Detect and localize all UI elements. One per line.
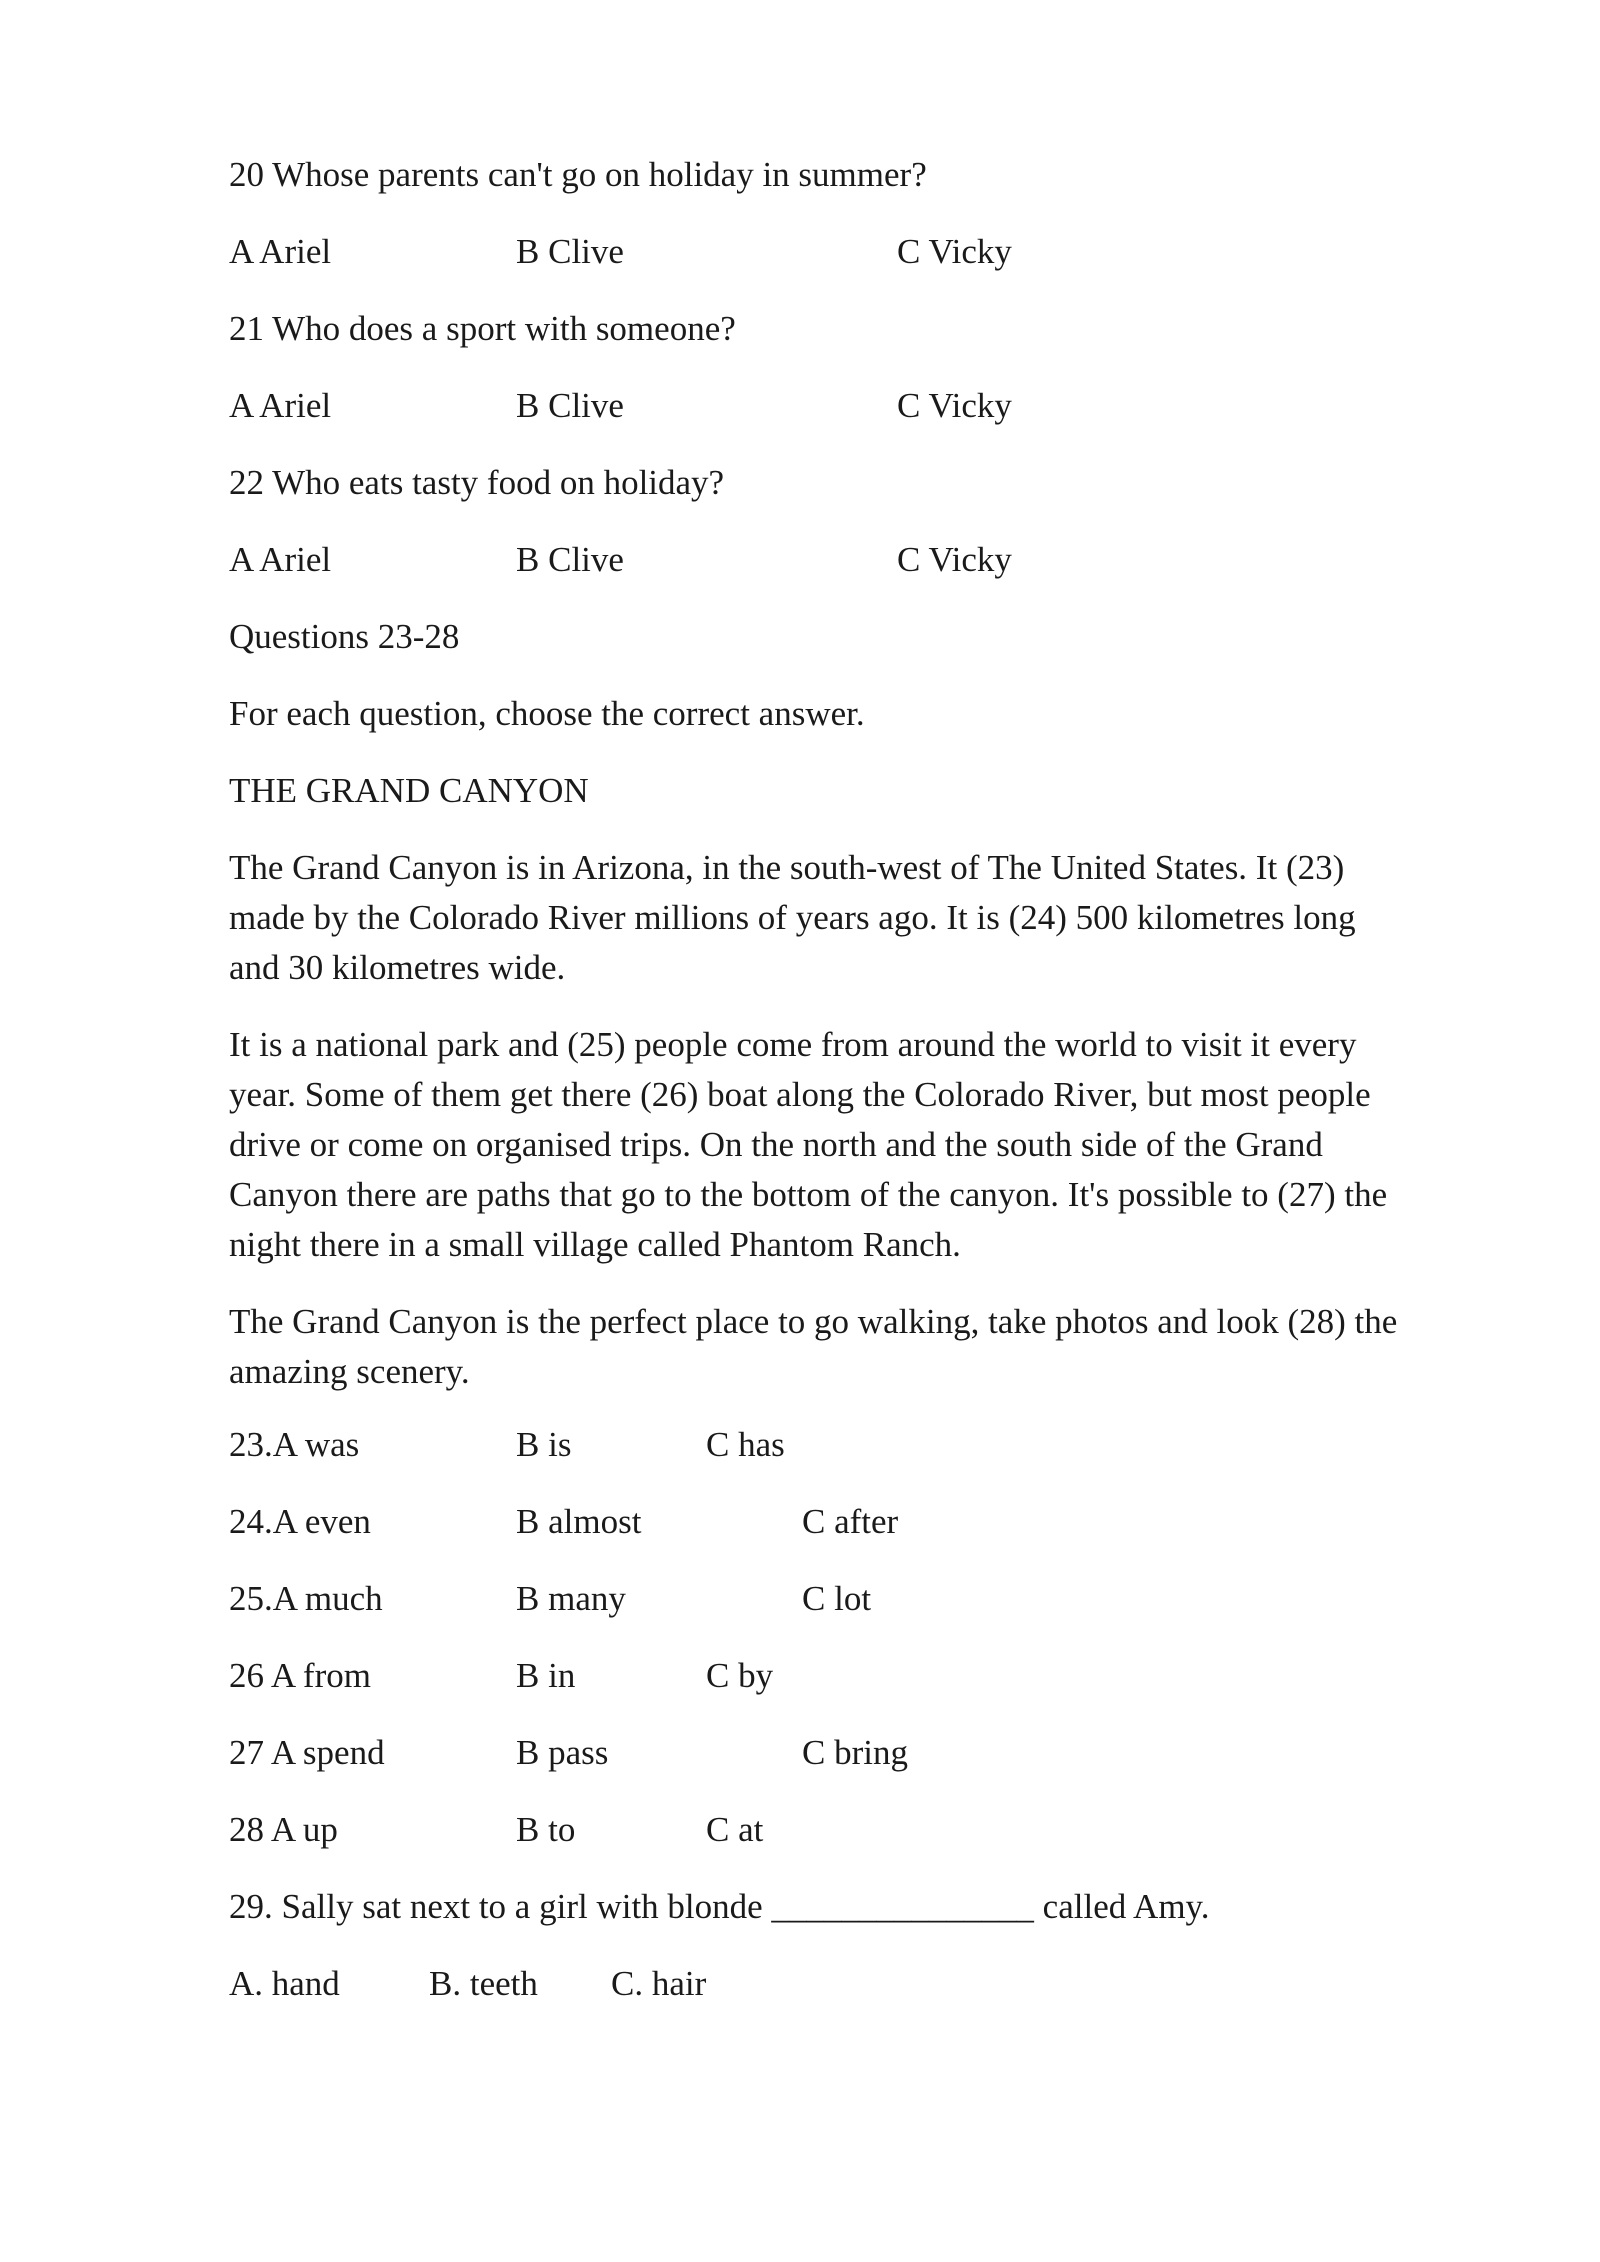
answer-27-option-b: B pass [516, 1733, 609, 1772]
passage-paragraph-2 [229, 1020, 1529, 1270]
q20-option-c: C Vicky [897, 232, 1012, 271]
passage-line: drive or come on organised trips. On the north and the south side of the Grand [229, 1125, 1323, 1164]
question-22: 22 Who eats tasty food on holiday? [229, 463, 725, 502]
answer-25-option-c: C lot [802, 1579, 872, 1618]
q20-option-b: B Clive [516, 232, 624, 271]
q22-option-a: A Ariel [229, 540, 332, 579]
q20-option-a: A Ariel [229, 232, 332, 271]
passage-title: THE GRAND CANYON [229, 771, 589, 810]
answer-26-option-b: B in [516, 1656, 576, 1695]
answer-26-option-a: 26 A from [229, 1656, 371, 1695]
answer-24-option-c: C after [802, 1502, 899, 1541]
q22-option-c: C Vicky [897, 540, 1012, 579]
passage-line: night there in a small village called Phantom Ranch. [229, 1225, 961, 1264]
passage-line: It is a national park and (25) people come from around the world to visit it every [229, 1025, 1357, 1064]
question-29: 29. Sally sat next to a girl with blonde _______________ called Amy. [229, 1887, 1210, 1926]
answer-24-option-b: B almost [516, 1502, 642, 1541]
passage-line: amazing scenery. [229, 1352, 470, 1391]
q29-option-b: B. teeth [429, 1964, 538, 2003]
section-instruction: For each question, choose the correct answer. [229, 694, 865, 733]
q21-option-a: A Ariel [229, 386, 332, 425]
q29-option-c: C. hair [611, 1964, 707, 2003]
answer-28-option-a: 28 A up [229, 1810, 338, 1849]
answer-23-option-c: C has [706, 1425, 785, 1464]
answer-26-option-c: C by [706, 1656, 774, 1695]
answer-25-option-a: 25.A much [229, 1579, 383, 1618]
passage-line: year. Some of them get there (26) boat along the Colorado River, but most people [229, 1075, 1371, 1114]
passage-line: The Grand Canyon is in Arizona, in the south-west of The United States. It (23) [229, 848, 1345, 887]
section-heading: Questions 23-28 [229, 617, 460, 656]
answer-27-option-a: 27 A spend [229, 1733, 385, 1772]
passage-paragraph-3 [229, 1297, 1529, 1397]
passage-line: and 30 kilometres wide. [229, 948, 566, 987]
answer-27-option-c: C bring [802, 1733, 908, 1772]
passage-paragraph-1 [229, 843, 1529, 993]
question-21: 21 Who does a sport with someone? [229, 309, 736, 348]
answer-28-option-c: C at [706, 1810, 764, 1849]
passage-line: Canyon there are paths that go to the bottom of the canyon. It's possible to (27) the [229, 1175, 1388, 1214]
q21-option-c: C Vicky [897, 386, 1012, 425]
q21-option-b: B Clive [516, 386, 624, 425]
passage-line: made by the Colorado River millions of years ago. It is (24) 500 kilometres long [229, 898, 1356, 937]
q29-option-a: A. hand [229, 1964, 340, 2003]
q22-option-b: B Clive [516, 540, 624, 579]
answer-28-option-b: B to [516, 1810, 576, 1849]
answer-24-option-a: 24.A even [229, 1502, 371, 1541]
question-20: 20 Whose parents can't go on holiday in summer? [229, 155, 927, 194]
passage-line: The Grand Canyon is the perfect place to go walking, take photos and look (28) the [229, 1302, 1398, 1341]
answer-25-option-b: B many [516, 1579, 626, 1618]
answer-23-option-b: B is [516, 1425, 572, 1464]
answer-23-option-a: 23.A was [229, 1425, 360, 1464]
